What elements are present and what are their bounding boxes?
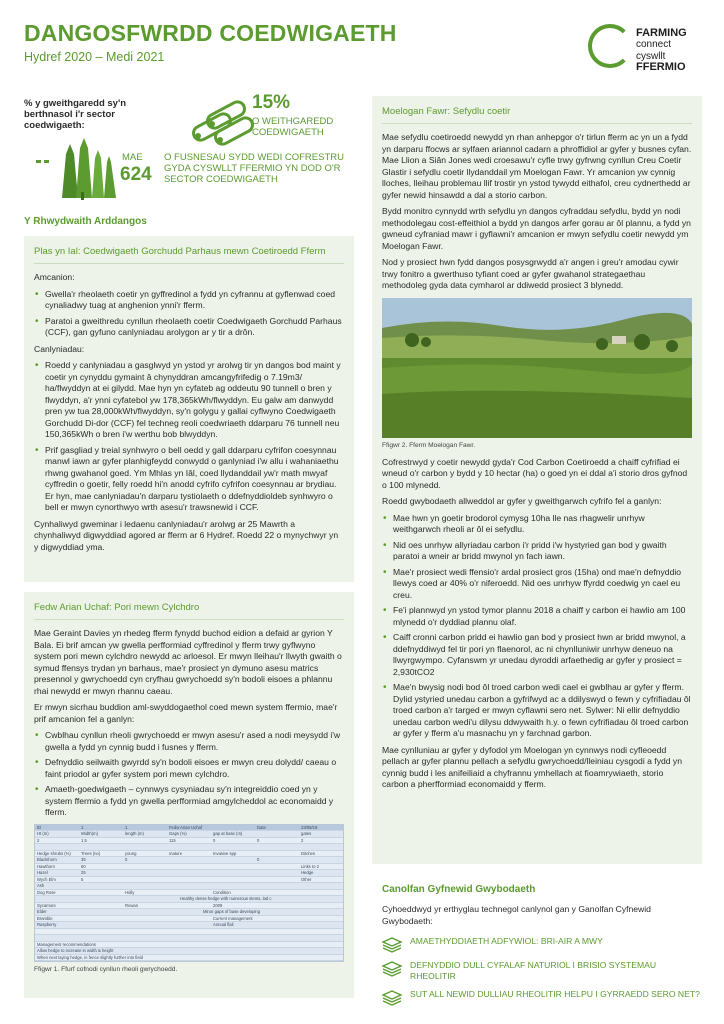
table-cell	[123, 864, 167, 870]
table-cell: Sycamore	[37, 902, 56, 908]
intro-text: Mae Geraint Davies yn rhedeg fferm fynydd buchod eidion a defaid ar gyrion Y Bala. Ei brif amcan yw gwella perfformiad cyffredinol y fferm trwy gyflwyno system pori mewn cylchdro newydd ac arloesol. Er mwyn lleihau'r llwyth gwaith o symud ffensys trydan yn barhaus, mae'r prosiect yn dymuno asesu matrics presennol y gwrychoedd cyn cryfhau gwrychoedd sy'n bodoli eisoes a phlannu rhai newydd er mwyn rhannu caeau.	[34, 628, 342, 696]
table-cell	[211, 864, 255, 870]
list-item: • Defnyddio seilwaith gwyrdd sy'n bodoli eisoes er mwyn creu dolydd/ caeau o faint priodol ar gyfer system pori mewn cylchdro.	[34, 757, 344, 780]
case-study-fedw-arian-uchaf	[24, 592, 354, 998]
figure-caption: Ffigwr 2. Fferm Moelogan Fawr.	[382, 441, 476, 449]
table-cell	[299, 844, 343, 850]
list-item: • Gwella'r rheolaeth coetir yn gyffredinol a fydd yn cyfrannu at gyflenwad coed cynaliadwy tuag at anghenion ynni'r fferm.	[34, 289, 344, 312]
table-cell: 5	[81, 876, 84, 882]
box-title: Plas yn Ial: Coedwigaeth Gorchudd Parhaus mewn Coetiroedd Fferm	[34, 246, 344, 264]
list-item: • Paratoi a gweithredu cynllun rheolaeth coetir Coedwigaeth Gorchudd Parhaus (CCF), gan gyfuno canlyniadau arolygon ar y tir a drôn.	[34, 316, 344, 339]
table-cell	[307, 896, 343, 902]
table-cell	[299, 916, 343, 922]
table-cell	[79, 844, 123, 850]
table-cell: length (m)	[125, 831, 144, 836]
table-cell	[123, 935, 167, 941]
table-cell	[266, 948, 304, 954]
logo-text-farming: FARMING	[636, 27, 687, 39]
article-link[interactable]	[382, 989, 702, 1006]
objectives-list	[34, 730, 344, 819]
table-cell	[160, 909, 202, 915]
table-cell	[167, 877, 211, 883]
table-cell	[255, 890, 299, 896]
table-cell	[190, 948, 228, 954]
table-cell	[35, 929, 79, 935]
key-info-list	[382, 513, 692, 740]
table-cell	[302, 942, 343, 948]
paragraph: Cofrestrwyd y coetir newydd gyda'r Cod Carbon Coetiroedd a chaiff cyfrifiad ei wneud o'r carbon y bydd y 10 hectar (ha) o goed yn ei ddal a'i storio dros gyfnod o 100 mlynedd.	[382, 456, 688, 490]
paragraph: Roedd gwybodaeth allweddol ar gyfer y gweithgarwch cyfrifo fel a ganlyn:	[382, 496, 662, 506]
table-cell	[123, 916, 167, 922]
paragraph: Bydd monitro cynnydd wrth sefydlu yn dangos cyfraddau sefydlu, bydd yn nodi methodolegau cost-effeithiol a bydd yn dangos arfer gorau ar ôl plannu, a fydd yn gwneud cyfraniad mawr i gyflawni'r amcanion er mwyn sefydlu coetir newydd ym Moelogan Fawr.	[382, 206, 691, 251]
table-cell: 2	[301, 837, 304, 843]
list-item: • Caiff cronni carbon pridd ei hawlio gan bod y prosiect hwn ar bridd mwynol, a ddefnyddiwyd fel tir pori yn flaenorol, ac ni chynlluniwir unrhyw deneuo na llwyrgwympo. Cyfanswm yr unedau dyroddi arfaethedig ar gyfer y prosiect = 2,930tCO2	[382, 632, 692, 678]
table-cell: Management recommendations	[37, 941, 96, 947]
box-title: Fedw Arian Uchaf: Pori mewn Cylchdro	[34, 602, 344, 620]
table-cell: mature	[169, 850, 183, 856]
table-cell: ID	[37, 824, 42, 830]
table-cell	[123, 922, 167, 928]
list-item: • Mae'n bwysig nodi bod ôl troed carbon wedi cael ei gwblhau ar gyfer y fferm. Dylid ystyried unedau carbon a gyfrifwyd ac a ddilyswyd o fewn y cyfrifiadau ôl troed carbon a'r targed er mwyn cyflawni sero net. Sylwer: Ni ellir defnyddio unedau carbon wedi'u dilysu ddwywaith h.y. o fewn cyfrifiadau ôl troed carbon ar gyfer y fferm a'u masnachu yn y farchnad garbon.	[382, 682, 692, 740]
table-cell: gap at base (m)	[213, 831, 243, 836]
table-cell	[255, 831, 299, 837]
table-cell	[255, 870, 299, 876]
table-cell	[305, 948, 343, 954]
percent-value: 15%	[252, 92, 291, 113]
table-cell: young	[125, 850, 137, 856]
table-cell	[271, 896, 307, 902]
table-cell: Rowan	[125, 902, 139, 908]
table-cell	[228, 948, 266, 954]
paragraph: Nod y prosiect hwn fydd dangos posysgrwydd a'r angen i greu'r amodau cywir trwy fonitro a gwerthuso tyfiant coed ar gyfer gwahanol strategaethau methodoleg gyda data cymharol ar ddiwedd prosiect 3 blynedd.	[382, 257, 679, 290]
table-cell	[299, 935, 343, 941]
logo-text-cyswllt: cyswllt	[636, 51, 666, 62]
count-prefix: MAE	[122, 152, 143, 163]
objectives-text: Er mwyn sicrhau buddion aml-swyddogaethol coed mewn system ffermio, mae'r prif amcanion fel a ganlyn:	[34, 702, 338, 724]
list-item: • Amaeth-goedwigaeth – cynnwys cysyniadau sy'n integreiddio coed yn y system ffermio a fydd yn gwella perfformiad amgylcheddol ac economaidd y fferm.	[34, 784, 344, 819]
table-cell	[219, 942, 260, 948]
table-cell	[123, 929, 167, 935]
table-cell	[167, 929, 211, 935]
table-cell	[152, 948, 190, 954]
logo-circle-icon	[588, 24, 632, 68]
table-cell: Hawthorn	[37, 863, 55, 869]
table-cell	[79, 890, 123, 896]
logo-text-ffermio: FFERMIO	[636, 61, 686, 73]
table-cell	[79, 922, 123, 928]
table-cell: 25	[81, 870, 86, 875]
table-cell: Allow hedge to increase in width & height	[37, 948, 114, 953]
table-cell	[79, 916, 123, 922]
table-cell	[211, 857, 255, 863]
table-cell	[35, 844, 79, 850]
article-link[interactable]	[382, 936, 702, 953]
table-cell	[302, 909, 344, 915]
results-label: Canlyniadau:	[34, 343, 85, 354]
table-cell: Blackthorn	[37, 857, 57, 862]
article-link[interactable]	[382, 960, 702, 982]
table-cell	[210, 955, 243, 961]
table-cell	[255, 935, 299, 941]
table-cell	[211, 883, 255, 889]
table-cell: Dog Rose	[37, 889, 56, 895]
info-centre-intro: Cyhoeddwyd yr erthyglau technegol canlynol gan y Ganolfan Cyfnewid Gwybodaeth:	[382, 904, 651, 926]
table-cell	[79, 883, 123, 889]
table-cell: 35	[81, 857, 86, 862]
table-cell: 0	[257, 857, 260, 862]
table-cell: 1.5	[81, 837, 87, 843]
table-cell: 2009	[213, 902, 223, 908]
table-cell: 1	[81, 824, 84, 830]
table-cell	[176, 955, 209, 961]
results-list	[34, 360, 344, 514]
table-cell: Other	[301, 876, 312, 882]
count-value: 624	[120, 164, 152, 185]
table-cell	[137, 942, 178, 948]
table-cell: Fedw Arian Uchaf	[169, 824, 203, 830]
table-cell: 23/08/19	[301, 824, 318, 830]
list-item: • Fe'i plannwyd yn ystod tymor plannu 2018 a chaiff y carbon ei hawlio am 100 mlynedd o'r dyddiad plannu olaf.	[382, 605, 692, 628]
table-cell	[211, 929, 255, 935]
table-cell	[77, 909, 119, 915]
table-cell	[96, 942, 137, 948]
box-title: Moelogan Fawr: Sefydlu coetir	[382, 106, 692, 124]
table-cell	[299, 883, 343, 889]
table-cell	[167, 864, 211, 870]
table-row	[35, 955, 343, 962]
table-cell	[255, 922, 299, 928]
info-centre-heading: Canolfan Gyfnewid Gwybodaeth	[382, 884, 536, 895]
table-cell: 1	[125, 824, 128, 830]
table-cell	[118, 909, 160, 915]
stack-icon	[382, 961, 402, 977]
table-cell	[255, 864, 299, 870]
table-cell	[255, 916, 299, 922]
table-cell	[310, 955, 343, 961]
table-cell	[255, 903, 299, 909]
stat-label: % y gweithgaredd sy'n berthnasol i'r sector coedwigaeth:	[24, 98, 127, 131]
table-cell	[299, 857, 343, 863]
table-cell: Annual flail	[213, 922, 234, 927]
table-cell	[299, 903, 343, 909]
list-item: • Mae'r prosiect wedi ffensio'r ardal prosiect gros (15ha) ond mae'n defnyddio llewys coed ar 40% o'r niferoedd. Nid oes unrhyw ffyrdd coedwig yn cael eu creu.	[382, 567, 692, 602]
table-cell	[123, 877, 167, 883]
logo-text-connect: connect	[636, 39, 672, 50]
table-cell	[261, 942, 302, 948]
table-cell	[167, 890, 211, 896]
table-cell: Wych Elm	[37, 876, 56, 882]
page-title: DANGOSFWRDD COEDWIGAETH	[24, 20, 397, 46]
percent-text: O WEITHGAREDD COEDWIGAETH	[252, 116, 334, 138]
table-cell: 60	[81, 863, 86, 869]
table-cell	[142, 896, 178, 902]
table-cell: Condition	[213, 889, 231, 895]
table-cell	[71, 896, 107, 902]
table-cell: 0	[125, 857, 128, 862]
stats-panel	[24, 92, 352, 200]
table-cell: Holly	[125, 889, 135, 895]
table-cell	[167, 844, 211, 850]
table-cell	[255, 844, 299, 850]
table-cell	[79, 903, 123, 909]
table-cell	[123, 838, 167, 844]
table-cell	[299, 929, 343, 935]
count-text: O FUSNESAU SYDD WEDI COFRESTRU GYDA CYSWLLT FFERMIO YN DOD O'R SECTOR COEDWIGAETH	[164, 152, 344, 185]
article-title: SUT ALL NEWID DULLIAU RHEOLITIR HELPU I GYRRAEDD SERO NET?	[410, 989, 700, 999]
table-cell: Ht (m)	[37, 831, 49, 836]
table-cell	[167, 916, 211, 922]
table-cell: 0	[257, 837, 260, 843]
table-cell: Raspberry	[37, 922, 57, 927]
table-cell	[167, 922, 211, 928]
case-study-plas-yn-ial	[24, 236, 354, 582]
table-cell: 2	[37, 837, 40, 843]
network-heading: Y Rhwydwaith Arddangos	[24, 216, 147, 227]
table-cell	[167, 870, 211, 876]
farm-photo	[382, 298, 692, 438]
hedge-management-form	[34, 824, 344, 963]
table-cell	[113, 948, 151, 954]
farming-connect-logo	[588, 24, 708, 76]
article-title: AMAETHYDDIAETH ADFYWIOL: BRI-AIR A MWY	[410, 936, 603, 946]
table-cell	[123, 870, 167, 876]
list-item: • Cwblhau cynllun rheoli gwrychoedd er mwyn asesu'r ased a nodi meysydd i'w gwella a fydd yn cynnig budd i fusnes y fferm.	[34, 730, 344, 753]
table-cell: Hazel	[37, 870, 48, 875]
table-cell	[243, 955, 276, 961]
table-cell	[299, 922, 343, 928]
table-cell: Date	[257, 824, 266, 830]
landscape-image	[382, 298, 692, 438]
closing-text: Mae cynlluniau ar gyfer y dyfodol ym Moelogan yn cynnwys nodi cyfleoedd pellach ar gyfer plannu pellach a sefydlu gwrychoedd/lleiniau cysgodi a fydd yn cynnig budd i les anifeiliaid a chyfrannu ymhellach at fioamrywiaeth, storio carbon a pherfformiad economaidd y fferm.	[382, 744, 683, 789]
table-cell	[211, 844, 255, 850]
table-cell	[211, 935, 255, 941]
table-cell	[260, 909, 302, 915]
table-cell: Trees (no)	[81, 850, 101, 856]
table-cell: Links to 2	[301, 863, 319, 869]
table-cell: Gaps (%)	[169, 831, 187, 836]
info-centre-panel	[382, 904, 702, 1013]
table-cell: gates	[301, 831, 312, 836]
figure-caption: Ffigwr 1. Ffurf cofnodi cynllun rheoli gwrychoedd.	[34, 966, 178, 973]
table-cell: Hedge	[301, 870, 314, 875]
aims-label: Amcanion:	[34, 272, 75, 282]
table-cell: 0	[213, 837, 216, 843]
list-item: • Prif gasgliad y treial synhwyro o bell oedd y gall ddarparu cyfrifon coesynnau manwl iawn ar gyfer planhigfeydd conwydd o ganlyniad i'w allu i wahaniaethu rhwng gwahanol goed. Ym Mhlas yn Iâl, coed llydanddail yw'r math mwyaf cyffredin o goetir, felly roedd hi'n anodd cyfrifo cyfrifon coesynnau ar brydiau. Er hyn, mae canlyniadau'n darparu tystiolaeth o ddefnyddioldeb synhwyro o bell er mwyn cynorthwyo wrth asesu'r trawsnewid i CCF.	[34, 445, 344, 514]
table-cell	[167, 857, 211, 863]
table-cell	[178, 942, 219, 948]
table-cell	[211, 870, 255, 876]
closing-text: Cynhaliwyd gweminar i ledaenu canlyniadau'r arolwg ar 25 Mawrth a chynhaliwyd digwyddiad agored ar fferm ar 6 Hydref. Roedd 22 o mynychwyr yn y digwyddiad yma.	[34, 518, 339, 552]
list-item: • Mae hwn yn goetir brodorol cymysg 10ha lle nas rhagwelir unrhyw weithgarwch rheoli ar ôl ei sefydlu.	[382, 513, 692, 536]
table-cell: Ditches	[301, 850, 315, 856]
table-cell: Healthy dense hedge with numerous stems, lad c	[180, 896, 272, 901]
article-title: DEFNYDDIO DULL CYFALAF NATURIOL I BRISIO SYSTEMAU RHEOLITIR	[410, 960, 657, 981]
table-cell	[211, 877, 255, 883]
table-cell	[255, 877, 299, 883]
table-cell	[167, 935, 211, 941]
table-cell: Width(m)	[81, 831, 98, 836]
table-cell: Minor gaps of base developing	[203, 909, 261, 914]
table-cell: Invasive spp	[213, 850, 237, 856]
table-cell	[123, 883, 167, 889]
paragraph: Mae sefydlu coetiroedd newydd yn rhan anhepgor o'r tirlun fferm ac yn un a fydd yn darparu ffocws ar sylfaen ariannol cadarn a phroffidiol ar gyfer y busnes cyfan. Mae Llion a Siân Jones wedi croesawu'r cyfle trwy gyfrwng cynllun Creu Coetir Glastir i sefydlu coetir llydanddail ym Moelogan Fawr. Yr amcanion yw cynnig lloches, lleihau problemau llif trostir yn ystod tywydd eithafol, creu cydnerthedd ar gyfer newid hinsawdd a dal a storio carbon.	[382, 132, 692, 200]
table-cell: Current management	[213, 915, 253, 921]
table-cell	[255, 929, 299, 935]
table-cell: Bramble	[37, 915, 53, 921]
table-cell: When next laying hedge, in fence slightly further into field	[37, 954, 143, 960]
table-cell	[35, 896, 71, 902]
table-cell: Hedge shrubs (%)	[37, 850, 71, 856]
stack-icon	[382, 990, 402, 1006]
case-study-moelogan-fawr	[372, 96, 702, 864]
table-cell	[79, 929, 123, 935]
page-subtitle: Hydref 2020 – Medi 2021	[24, 50, 165, 64]
table-cell	[123, 844, 167, 850]
table-cell	[143, 955, 176, 961]
table-cell: Ash	[37, 883, 45, 888]
table-cell	[79, 935, 123, 941]
table-cell	[35, 935, 79, 941]
table-cell	[255, 851, 299, 857]
table-cell	[211, 825, 255, 831]
table-cell	[255, 883, 299, 889]
table-cell: 115	[169, 837, 176, 843]
table-cell	[107, 896, 143, 902]
list-item: • Nid oes unrhyw allyriadau carbon i'r pridd i'w hystyried gan bod y gwaith paratoi a wneir ar bridd mwynol yn fach iawn.	[382, 540, 692, 563]
articles-list	[382, 936, 702, 1006]
table-cell	[167, 903, 211, 909]
table-cell	[276, 955, 309, 961]
table-cell	[299, 890, 343, 896]
aims-list	[34, 289, 344, 339]
table-cell	[167, 883, 211, 889]
table-cell: Elder	[37, 909, 47, 914]
list-item: • Roedd y canlyniadau a gasglwyd yn ystod yr arolwg tir yn dangos bod maint y coetir yn cynyddu gymaint â chynyddran amcangyfrifedig o 7.19m3/ ha/flwyddyn at ei gilydd. Mae hyn yn cyfateb ag oddeutu 90 tunnell o bren y flwyddyn, a'r ynni cyfatebol yw 178,365kWh/flwyddyn. Eu galw am danwydd pren yw tua 28,000kWh/flwyddyn, sy'n golygu y gallai cyflwyno Coedwigaeth Gorchudd Di-dor (CCF) fel techneg reoli coedwriaeth ddarparu 76 tunnell neu 150,365kWh o bren i'w werthu bob blwyddyn.	[34, 360, 344, 441]
stack-icon	[382, 937, 402, 953]
